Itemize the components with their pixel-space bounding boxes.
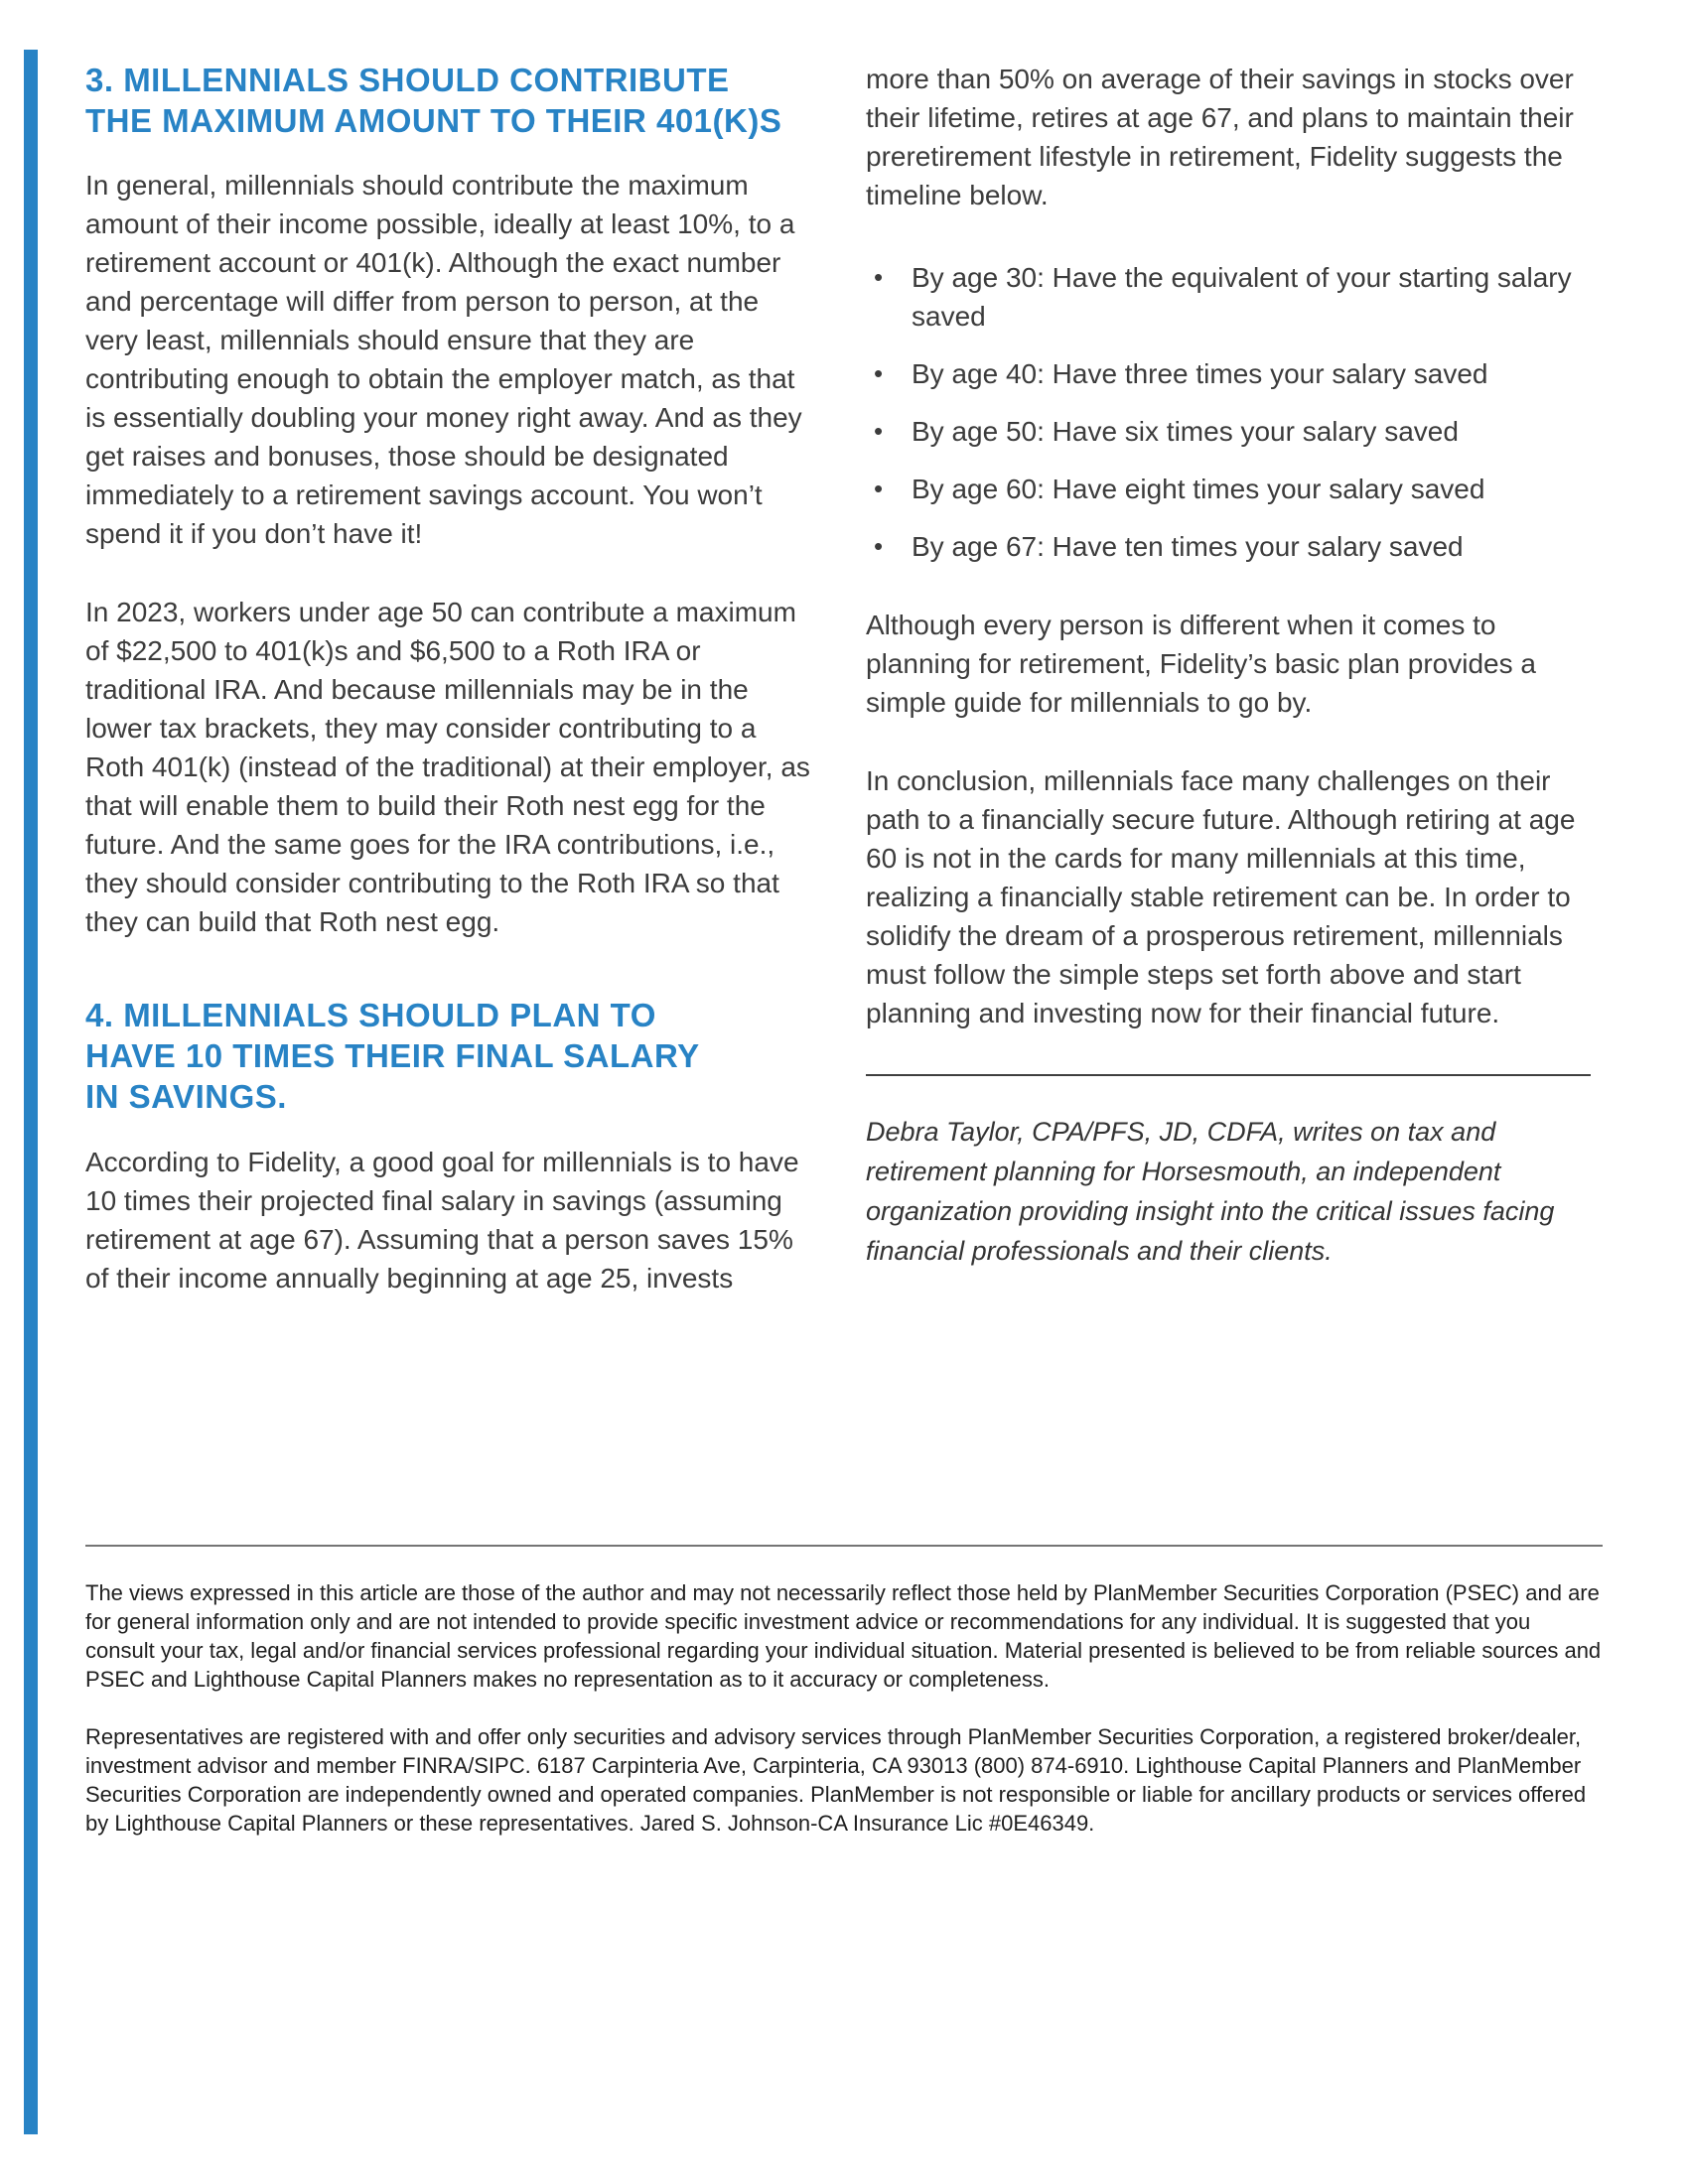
- heading-line: IN SAVINGS.: [85, 1078, 287, 1115]
- savings-timeline-list: [866, 258, 1591, 566]
- conclusion-paragraph: In conclusion, millennials face many challenges on their path to a financially secure future. Although retiring at age 60 is not in the cards for many millennials at this time, realizing a financially stable retirement can be. In order to solidify the dream of a prosperous retirement, millennials must follow the simple steps set forth above and start planning and investing now for their financial future.: [866, 765, 1576, 1028]
- section-3-heading: [85, 60, 810, 141]
- article-columns: [85, 60, 1591, 1297]
- timeline-item-age-50: • By age 50: Have six times your salary saved: [866, 412, 1591, 451]
- section-3-paragraph-2: In 2023, workers under age 50 can contribute a maximum of $22,500 to 401(k)s and $6,500 to a Roth IRA or traditional IRA. And because millennials may be in the lower tax brackets, they may consider contributing to a Roth 401(k) (instead of the traditional) at their employer, as that will enable them to build their Roth nest egg for the future. And the same goes for the IRA contributions, i.e., they should consider contributing to the Roth IRA so that they can build that Roth nest egg.: [85, 597, 810, 937]
- footer-divider: [85, 1545, 1603, 1547]
- footer: [85, 1545, 1603, 1838]
- accent-bar: [24, 50, 38, 2134]
- intro-continuation-paragraph: more than 50% on average of their savings in stocks over their lifetime, retires at age 67, and plans to maintain their preretirement lifestyle in retirement, Fidelity suggests the timeline below.: [866, 64, 1574, 210]
- left-column: [85, 60, 810, 1297]
- section-3-paragraph-1: In general, millennials should contribute the maximum amount of their income possible, ideally at least 10%, to a retirement account or 401(k). Although the exact number and percentage will differ from person to person, at the very least, millennials should ensure that they are contributing enough to obtain the employer match, as that is essentially doubling your money right away. And as they get raises and bonuses, those should be designated immediately to a retirement savings account. You won’t spend it if you don’t have it!: [85, 170, 802, 549]
- timeline-item-age-30: • By age 30: Have the equivalent of your starting salary saved: [866, 258, 1591, 336]
- heading-line: 4. MILLENNIALS SHOULD PLAN TO: [85, 997, 656, 1033]
- disclaimer-paragraph-1: The views expressed in this article are those of the author and may not necessarily reflect those held by PlanMember Securities Corporation (PSEC) and are for general information only and are not intended to provide specific investment advice or recommendations for any individual. It is suggested that you consult your tax, legal and/or financial services professional regarding your individual situation. Material presented is believed to be from reliable sources and PSEC and Lighthouse Capital Planners makes no representation as to it accuracy or completeness.: [85, 1580, 1602, 1692]
- disclaimer-paragraph-2: Representatives are registered with and offer only securities and advisory services through PlanMember Securities Corporation, a registered broker/dealer, investment advisor and member FINRA/SIPC. 6187 Carpinteria Ave, Carpinteria, CA 93013 (800) 874-6910. Lighthouse Capital Planners and PlanMember Securities Corporation are independently owned and operated companies. PlanMember is not responsible or liable for ancillary products or services offered by Lighthouse Capital Planners or these representatives. Jared S. Johnson-CA Insurance Lic #0E46349.: [85, 1724, 1587, 1836]
- timeline-item-age-60: • By age 60: Have eight times your salary saved: [866, 470, 1591, 508]
- right-column: [866, 60, 1591, 1297]
- heading-line: THE MAXIMUM AMOUNT TO THEIR 401(K)S: [85, 102, 782, 139]
- author-bio: Debra Taylor, CPA/PFS, JD, CDFA, writes on tax and retirement planning for Horsesmouth, an independent organization providing insight into the critical issues facing financial professionals and their clients.: [866, 1117, 1555, 1266]
- heading-line: 3. MILLENNIALS SHOULD CONTRIBUTE: [85, 62, 730, 98]
- timeline-item-age-67: • By age 67: Have ten times your salary saved: [866, 527, 1591, 566]
- fidelity-plan-paragraph: Although every person is different when it comes to planning for retirement, Fidelity’s basic plan provides a simple guide for millennials to go by.: [866, 610, 1536, 718]
- section-4-paragraph-1: According to Fidelity, a good goal for millennials is to have 10 times their projected final salary in savings (assuming retirement at age 67). Assuming that a person saves 15% of their income annually beginning at age 25, invests: [85, 1147, 799, 1294]
- author-bio-divider: [866, 1074, 1591, 1076]
- heading-line: HAVE 10 TIMES THEIR FINAL SALARY: [85, 1037, 700, 1074]
- section-4-heading: [85, 995, 810, 1117]
- timeline-item-age-40: • By age 40: Have three times your salary saved: [866, 354, 1591, 393]
